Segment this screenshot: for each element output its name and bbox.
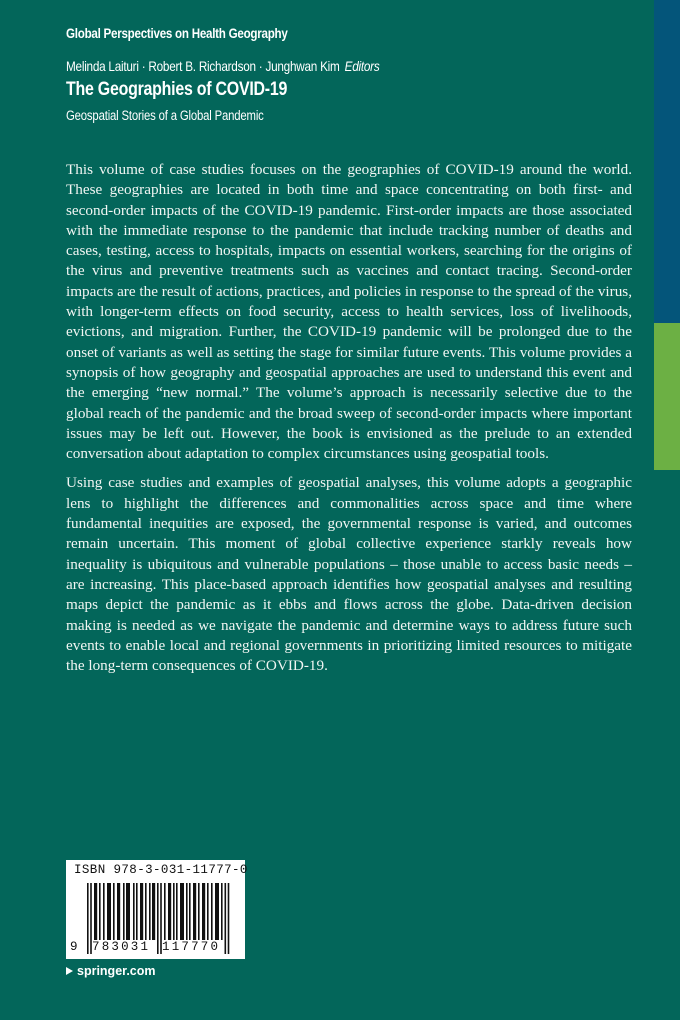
publisher-link-text[interactable]: springer.com — [77, 964, 156, 978]
isbn-barcode-box — [66, 860, 248, 959]
editors-role: Editors — [344, 58, 380, 74]
isbn-label: ISBN 978-3-031-11777-0 — [74, 863, 248, 877]
publisher-link[interactable] — [66, 964, 156, 978]
series-title: Global Perspectives on Health Geography — [66, 26, 288, 41]
blurb-paragraph-1: This volume of case studies focuses on the geographies of COVID-19 around the world. These geographies are located in both time and space concentrating on both first- and second-order impacts of the COVID-19 pandemic. First-order impacts are those associated with the immediate response to the pandemic that include tracking number of deaths and cases, testing, access to hospitals, impacts on essential workers, searching for the origins of the virus and preventive treatments such as vaccines and contact tracing. Second-order impacts are the result of actions, practices, and policies in response to the spread of the virus, with longer-term effects on food security, access to health services, loss of livelihoods, evictions, and migration. Further, the COVID-19 pandemic will be prolonged due to the onset of variants as well as setting the stage for similar future events. This volume provides a synopsis of how geography and geospatial approaches are used to understand this event and the emerging “new normal.” The volume’s approach is necessarily selective due to the global reach of the pandemic and the broad sweep of second-order impacts where important issues may be left out. However, the book is envisioned as the prelude to an extended conversation about adaptation to complex circumstances using geospatial tools. — [66, 161, 632, 463]
right-triangle-icon — [66, 967, 73, 975]
editors-line — [66, 58, 379, 74]
back-cover-blurb — [66, 160, 632, 685]
barcode-digits-left: 783031 — [92, 940, 151, 954]
spine-stripe-green — [654, 323, 680, 470]
book-title: The Geographies of COVID-19 — [66, 79, 288, 100]
editors-names: Melinda Laituri · Robert B. Richardson · Junghwan Kim — [66, 58, 340, 74]
blurb-paragraph-2: Using case studies and examples of geospatial analyses, this volume adopts a geographic lens to highlight the differences and commonalities across space and time where fundamental inequities are exposed, the governmental response is varied, and outcomes remain uncertain. This moment of global collective experience starkly reveals how inequality is ubiquitous and vulnerable populations – those unable to access basic needs – are increasing. This place-based approach identifies how geospatial analyses and resulting maps depict the pandemic as it ebbs and flows across the globe. Data-driven decision making is needed as we navigate the pandemic and determine ways to address future such events to enable local and regional governments in prioritizing limited resources to mitigate the long-term consequences of COVID-19. — [66, 474, 632, 675]
spine-stripe-blue — [654, 0, 680, 323]
barcode-digits-right: 117770 — [162, 940, 221, 954]
barcode-digit-first: 9 — [70, 940, 80, 954]
book-subtitle: Geospatial Stories of a Global Pandemic — [66, 108, 264, 123]
